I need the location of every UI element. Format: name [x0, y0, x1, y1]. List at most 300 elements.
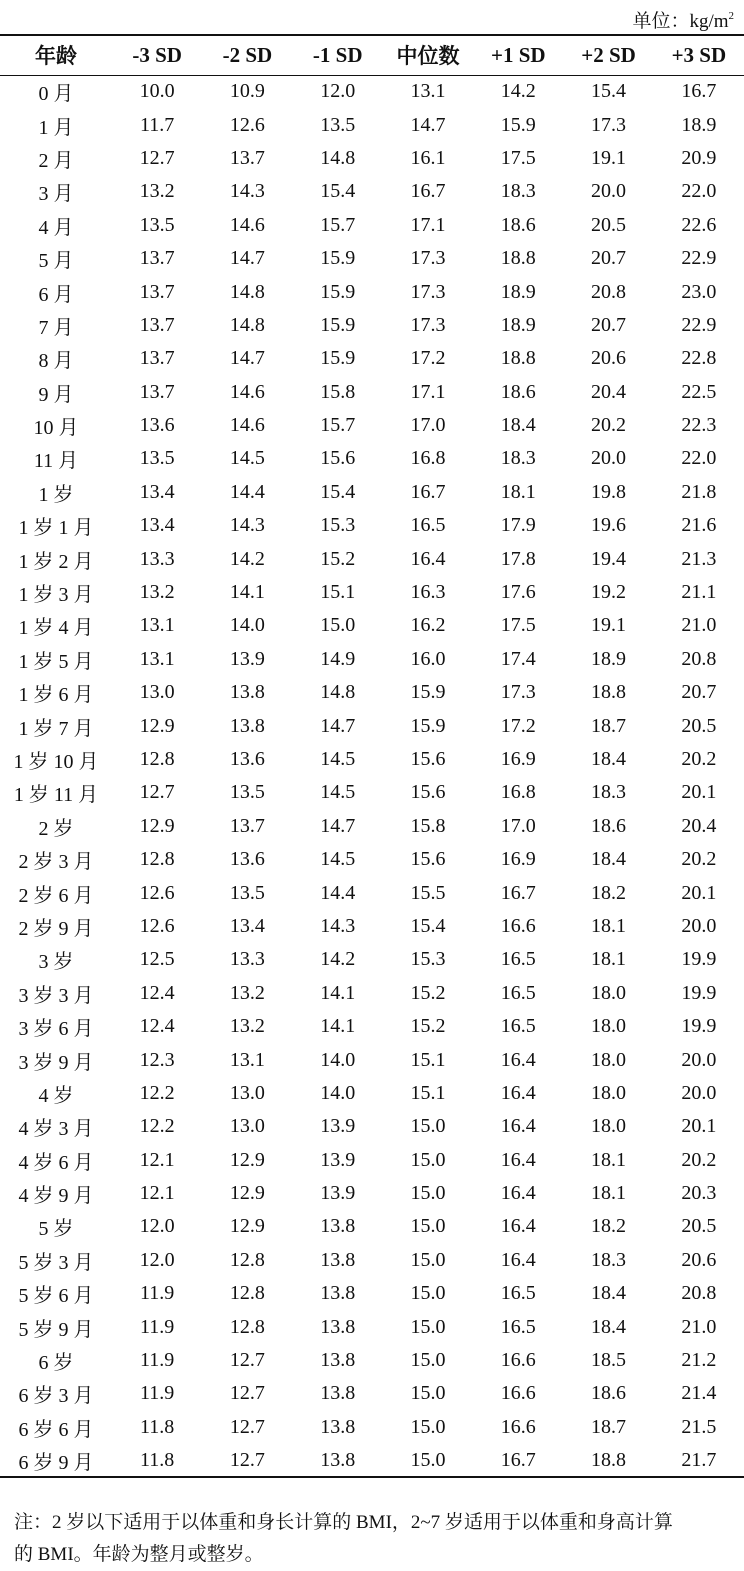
value-cell: 11.9 — [140, 1315, 175, 1338]
table-row — [0, 1344, 744, 1377]
value-cell: 15.0 — [410, 1115, 446, 1138]
value-cell: 13.8 — [320, 1215, 356, 1238]
value-cell: 14.6 — [229, 380, 265, 403]
value-cell: 18.6 — [591, 1382, 627, 1405]
value-cell: 11.9 — [140, 1282, 175, 1305]
value-cell: 20.4 — [591, 380, 627, 403]
value-cell: 17.2 — [500, 714, 536, 737]
value-cell: 20.4 — [681, 814, 717, 837]
value-cell: 12.0 — [320, 80, 356, 103]
value-cell: 16.4 — [500, 1148, 536, 1171]
value-cell: 16.5 — [500, 948, 536, 971]
value-cell: 17.0 — [500, 814, 536, 837]
table-row — [0, 943, 744, 976]
value-cell: 15.6 — [410, 848, 446, 871]
value-cell: 13.4 — [229, 914, 265, 937]
value-cell: 13.7 — [139, 313, 175, 336]
value-cell: 14.5 — [320, 848, 356, 871]
age-cell: 6 岁 3 月 — [18, 1385, 94, 1408]
table-row — [0, 1244, 744, 1277]
value-cell: 13.7 — [139, 247, 175, 270]
value-cell: 20.0 — [681, 1048, 717, 1071]
value-cell: 20.0 — [681, 914, 717, 937]
column-header: -3 SD — [112, 35, 202, 75]
table-row — [0, 776, 744, 809]
value-cell: 18.4 — [591, 1282, 627, 1305]
value-cell: 20.3 — [681, 1182, 717, 1205]
table-row — [0, 75, 744, 108]
value-cell: 16.8 — [500, 781, 536, 804]
value-cell: 13.0 — [139, 681, 175, 704]
age-cell: 9 月 — [38, 383, 74, 406]
value-cell: 12.4 — [139, 981, 175, 1004]
age-cell: 6 岁 6 月 — [18, 1418, 94, 1441]
value-cell: 20.8 — [681, 647, 717, 670]
value-cell: 12.9 — [229, 1148, 265, 1171]
value-cell: 10.9 — [229, 80, 265, 103]
value-cell: 13.2 — [229, 981, 265, 1004]
value-cell: 16.9 — [500, 848, 536, 871]
value-cell: 15.7 — [320, 213, 356, 236]
table-row — [0, 876, 744, 909]
value-cell: 17.1 — [410, 213, 446, 236]
value-cell: 20.5 — [681, 714, 717, 737]
age-cell: 4 岁 6 月 — [18, 1151, 94, 1174]
value-cell: 13.9 — [320, 1148, 356, 1171]
value-cell: 20.7 — [591, 313, 627, 336]
table-row — [0, 309, 744, 342]
value-cell: 12.8 — [229, 1315, 265, 1338]
value-cell: 14.3 — [229, 180, 265, 203]
table-row — [0, 409, 744, 442]
value-cell: 18.1 — [500, 480, 536, 503]
table-row — [0, 1310, 744, 1343]
age-cell: 1 月 — [38, 116, 74, 139]
value-cell: 13.8 — [320, 1382, 356, 1405]
table-row — [0, 643, 744, 676]
value-cell: 12.2 — [139, 1115, 175, 1138]
age-cell: 1 岁 7 月 — [18, 717, 94, 740]
value-cell: 17.8 — [500, 547, 536, 570]
value-cell: 20.5 — [591, 213, 627, 236]
value-cell: 18.9 — [681, 113, 717, 136]
age-cell: 1 岁 5 月 — [18, 650, 94, 673]
column-header: +2 SD — [563, 35, 653, 75]
age-cell: 4 月 — [38, 216, 74, 239]
column-header: 中位数 — [383, 35, 473, 75]
value-cell: 13.9 — [229, 647, 265, 670]
value-cell: 17.0 — [410, 414, 446, 437]
value-cell: 13.5 — [320, 113, 356, 136]
value-cell: 15.3 — [320, 514, 356, 537]
value-cell: 14.5 — [320, 781, 356, 804]
value-cell: 14.0 — [229, 614, 265, 637]
value-cell: 17.5 — [500, 146, 536, 169]
value-cell: 15.9 — [410, 681, 446, 704]
age-cell: 1 岁 10 月 — [13, 751, 99, 773]
value-cell: 16.5 — [410, 514, 446, 537]
age-cell: 1 岁 4 月 — [18, 617, 94, 640]
value-cell: 14.8 — [320, 146, 356, 169]
value-cell: 15.4 — [320, 180, 356, 203]
value-cell: 15.5 — [410, 881, 446, 904]
bmi-reference-table — [0, 34, 744, 1478]
value-cell: 18.3 — [500, 180, 536, 203]
value-cell: 18.9 — [591, 647, 627, 670]
value-cell: 14.7 — [320, 814, 356, 837]
value-cell: 19.9 — [681, 981, 717, 1004]
table-row — [0, 1210, 744, 1243]
value-cell: 20.7 — [681, 681, 717, 704]
table-row — [0, 376, 744, 409]
value-cell: 15.2 — [410, 981, 446, 1004]
value-cell: 14.8 — [229, 280, 265, 303]
value-cell: 12.0 — [139, 1248, 175, 1271]
table-row — [0, 709, 744, 742]
value-cell: 15.9 — [320, 313, 356, 336]
table-row — [0, 977, 744, 1010]
value-cell: 12.8 — [139, 748, 175, 770]
value-cell: 13.2 — [229, 1015, 265, 1038]
value-cell: 13.8 — [229, 681, 265, 704]
value-cell: 13.7 — [139, 380, 175, 403]
value-cell: 18.4 — [591, 748, 627, 770]
value-cell: 20.0 — [591, 447, 627, 470]
age-cell: 2 岁 9 月 — [18, 917, 94, 940]
unit-superscript: 2 — [728, 10, 734, 22]
age-cell: 2 岁 — [38, 817, 74, 840]
value-cell: 18.4 — [591, 848, 627, 871]
age-cell: 1 岁 — [38, 483, 74, 506]
table-row — [0, 175, 744, 208]
value-cell: 13.6 — [229, 848, 265, 871]
value-cell: 21.8 — [681, 480, 717, 503]
age-cell: 11 月 — [33, 450, 79, 473]
value-cell: 16.7 — [500, 881, 536, 904]
table-row — [0, 275, 744, 308]
value-cell: 15.6 — [410, 781, 446, 804]
value-cell: 13.5 — [229, 881, 265, 904]
value-cell: 15.0 — [410, 1248, 446, 1271]
value-cell: 12.9 — [139, 714, 175, 737]
value-cell: 14.6 — [229, 213, 265, 236]
value-cell: 16.5 — [500, 1015, 536, 1038]
column-header: -2 SD — [202, 35, 292, 75]
value-cell: 18.0 — [591, 1015, 627, 1038]
value-cell: 12.3 — [139, 1048, 175, 1071]
value-cell: 15.9 — [500, 113, 536, 136]
value-cell: 20.2 — [681, 748, 717, 770]
value-cell: 14.5 — [229, 447, 265, 470]
value-cell: 11.7 — [140, 113, 175, 136]
column-header: +1 SD — [473, 35, 563, 75]
value-cell: 21.1 — [681, 581, 717, 604]
value-cell: 18.1 — [591, 1148, 627, 1171]
value-cell: 11.9 — [140, 1349, 175, 1372]
footnote-line: 注：2 岁以下适用于以体重和身长计算的 BMI，2~7 岁适用于以体重和身高计算 — [14, 1512, 673, 1533]
value-cell: 15.2 — [320, 547, 356, 570]
value-cell: 18.9 — [500, 313, 536, 336]
value-cell: 12.7 — [139, 146, 175, 169]
value-cell: 14.1 — [229, 581, 265, 604]
value-cell: 18.6 — [591, 814, 627, 837]
age-cell: 6 岁 9 月 — [0, 1444, 112, 1477]
table-row — [0, 476, 744, 509]
value-cell: 14.2 — [320, 948, 356, 971]
value-cell: 18.0 — [591, 981, 627, 1004]
age-cell: 10 月 — [33, 417, 79, 440]
value-cell: 15.4 — [591, 80, 627, 103]
value-cell: 15.0 — [410, 1349, 446, 1372]
value-cell: 18.1 — [591, 914, 627, 937]
value-cell: 13.8 — [293, 1444, 383, 1477]
table-footnote — [14, 1507, 734, 1571]
value-cell: 18.9 — [500, 280, 536, 303]
value-cell: 16.4 — [500, 1115, 536, 1138]
value-cell: 13.1 — [410, 80, 446, 103]
table-row — [0, 1077, 744, 1110]
value-cell: 20.8 — [591, 280, 627, 303]
value-cell: 13.4 — [139, 480, 175, 503]
value-cell: 15.7 — [320, 414, 356, 437]
value-cell: 18.4 — [500, 414, 536, 437]
value-cell: 12.8 — [229, 1282, 265, 1305]
value-cell: 18.3 — [591, 781, 627, 804]
value-cell: 16.4 — [500, 1081, 536, 1104]
value-cell: 19.1 — [591, 146, 627, 169]
value-cell: 15.8 — [410, 814, 446, 837]
value-cell: 15.3 — [410, 948, 446, 971]
value-cell: 18.2 — [591, 881, 627, 904]
value-cell: 18.5 — [591, 1349, 627, 1372]
value-cell: 16.6 — [500, 1382, 536, 1405]
value-cell: 18.0 — [591, 1048, 627, 1071]
value-cell: 12.1 — [139, 1148, 175, 1171]
value-cell: 13.8 — [320, 1349, 356, 1372]
value-cell: 19.6 — [591, 514, 627, 537]
footnote-line: 的 BMI。年龄为整月或整岁。 — [14, 1544, 264, 1565]
value-cell: 20.7 — [591, 247, 627, 270]
value-cell: 17.3 — [410, 247, 446, 270]
age-cell: 1 岁 3 月 — [18, 584, 94, 607]
value-cell: 12.7 — [229, 1415, 265, 1438]
table-body — [0, 75, 744, 1477]
age-cell: 3 岁 — [38, 951, 74, 974]
value-cell: 16.4 — [500, 1048, 536, 1071]
value-cell: 17.3 — [410, 280, 446, 303]
value-cell: 12.9 — [229, 1182, 265, 1205]
value-cell: 15.1 — [410, 1048, 446, 1071]
value-cell: 22.3 — [681, 414, 717, 437]
value-cell: 16.7 — [410, 180, 446, 203]
value-cell: 20.5 — [681, 1215, 717, 1238]
value-cell: 20.2 — [591, 414, 627, 437]
value-cell: 16.4 — [500, 1182, 536, 1205]
value-cell: 13.9 — [320, 1115, 356, 1138]
value-cell: 17.4 — [500, 647, 536, 670]
value-cell: 15.1 — [320, 581, 356, 604]
unit-label — [632, 6, 734, 33]
value-cell: 22.9 — [681, 247, 717, 270]
table-row — [0, 142, 744, 175]
value-cell: 16.5 — [500, 1282, 536, 1305]
value-cell: 12.6 — [139, 881, 175, 904]
value-cell: 16.4 — [500, 1248, 536, 1271]
value-cell: 16.4 — [410, 547, 446, 570]
value-cell: 13.8 — [229, 714, 265, 737]
age-cell: 8 月 — [38, 350, 74, 373]
value-cell: 12.7 — [202, 1444, 292, 1477]
table-row — [0, 442, 744, 475]
table-row — [0, 743, 744, 776]
value-cell: 13.6 — [229, 748, 265, 770]
value-cell: 13.8 — [320, 1248, 356, 1271]
age-cell: 3 岁 3 月 — [18, 984, 94, 1007]
value-cell: 12.9 — [139, 814, 175, 837]
value-cell: 13.8 — [320, 1282, 356, 1305]
value-cell: 14.2 — [229, 547, 265, 570]
table-header — [0, 35, 744, 75]
table-row — [0, 1177, 744, 1210]
value-cell: 14.8 — [229, 313, 265, 336]
value-cell: 21.7 — [654, 1444, 744, 1477]
value-cell: 13.6 — [139, 414, 175, 437]
value-cell: 18.2 — [591, 1215, 627, 1238]
table-row — [0, 843, 744, 876]
column-header: -1 SD — [293, 35, 383, 75]
age-cell: 6 月 — [38, 283, 74, 306]
age-cell: 2 岁 3 月 — [18, 851, 94, 874]
age-cell: 5 月 — [38, 250, 74, 273]
table-row — [0, 509, 744, 542]
value-cell: 16.1 — [410, 146, 446, 169]
value-cell: 16.6 — [500, 1415, 536, 1438]
value-cell: 14.0 — [320, 1081, 356, 1104]
value-cell: 15.0 — [410, 1315, 446, 1338]
value-cell: 18.1 — [591, 1182, 627, 1205]
value-cell: 18.4 — [591, 1315, 627, 1338]
value-cell: 12.6 — [139, 914, 175, 937]
value-cell: 20.2 — [681, 1148, 717, 1171]
value-cell: 15.0 — [410, 1282, 446, 1305]
value-cell: 17.3 — [591, 113, 627, 136]
table-row — [0, 576, 744, 609]
value-cell: 13.2 — [139, 180, 175, 203]
value-cell: 14.4 — [229, 480, 265, 503]
value-cell: 22.5 — [681, 380, 717, 403]
value-cell: 14.1 — [320, 1015, 356, 1038]
value-cell: 13.1 — [229, 1048, 265, 1071]
value-cell: 15.6 — [320, 447, 356, 470]
table-row — [0, 1110, 744, 1143]
value-cell: 12.7 — [229, 1349, 265, 1372]
value-cell: 16.5 — [500, 981, 536, 1004]
value-cell: 14.7 — [320, 714, 356, 737]
value-cell: 11.8 — [140, 1415, 175, 1438]
age-cell: 1 岁 11 月 — [13, 784, 99, 807]
value-cell: 15.6 — [410, 748, 446, 770]
table-row — [0, 1043, 744, 1076]
value-cell: 14.3 — [229, 514, 265, 537]
value-cell: 15.9 — [410, 714, 446, 737]
age-cell: 6 岁 — [38, 1352, 74, 1375]
value-cell: 13.1 — [139, 647, 175, 670]
value-cell: 11.9 — [140, 1382, 175, 1405]
value-cell: 13.5 — [229, 781, 265, 804]
age-cell: 4 岁 3 月 — [18, 1118, 94, 1141]
age-cell: 4 岁 9 月 — [18, 1185, 94, 1208]
value-cell: 16.9 — [500, 748, 536, 770]
value-cell: 18.1 — [591, 948, 627, 971]
value-cell: 20.6 — [591, 347, 627, 370]
value-cell: 20.1 — [681, 881, 717, 904]
value-cell: 16.2 — [410, 614, 446, 637]
value-cell: 13.3 — [139, 547, 175, 570]
value-cell: 15.2 — [410, 1015, 446, 1038]
value-cell: 23.0 — [681, 280, 717, 303]
value-cell: 12.1 — [139, 1182, 175, 1205]
value-cell: 17.5 — [500, 614, 536, 637]
value-cell: 16.8 — [410, 447, 446, 470]
value-cell: 12.7 — [139, 781, 175, 804]
age-cell: 0 月 — [38, 83, 74, 106]
value-cell: 12.7 — [229, 1382, 265, 1405]
value-cell: 13.4 — [139, 514, 175, 537]
age-cell: 1 岁 2 月 — [18, 550, 94, 573]
value-cell: 21.0 — [681, 614, 717, 637]
value-cell: 17.1 — [410, 380, 446, 403]
value-cell: 13.5 — [139, 447, 175, 470]
value-cell: 15.4 — [410, 914, 446, 937]
table-row — [0, 676, 744, 709]
value-cell: 14.5 — [320, 748, 356, 770]
value-cell: 18.8 — [591, 681, 627, 704]
value-cell: 16.5 — [500, 1315, 536, 1338]
value-cell: 16.6 — [500, 914, 536, 937]
value-cell: 21.5 — [681, 1415, 717, 1438]
value-cell: 13.5 — [139, 213, 175, 236]
age-cell: 5 岁 6 月 — [18, 1285, 94, 1308]
unit-text: 单位：kg/m — [632, 11, 729, 32]
value-cell: 12.8 — [139, 848, 175, 871]
value-cell: 16.7 — [410, 480, 446, 503]
value-cell: 18.7 — [591, 1415, 627, 1438]
value-cell: 17.2 — [410, 347, 446, 370]
table-row — [0, 1277, 744, 1310]
value-cell: 15.0 — [410, 1382, 446, 1405]
value-cell: 19.2 — [591, 581, 627, 604]
value-cell: 20.0 — [681, 1081, 717, 1104]
value-cell: 15.0 — [410, 1148, 446, 1171]
value-cell: 22.6 — [681, 213, 717, 236]
value-cell: 13.7 — [139, 280, 175, 303]
value-cell: 17.9 — [500, 514, 536, 537]
value-cell: 19.8 — [591, 480, 627, 503]
value-cell: 22.0 — [681, 180, 717, 203]
value-cell: 18.8 — [563, 1444, 653, 1477]
value-cell: 16.4 — [500, 1215, 536, 1238]
value-cell: 12.2 — [139, 1081, 175, 1104]
value-cell: 14.2 — [500, 80, 536, 103]
value-cell: 14.7 — [229, 347, 265, 370]
value-cell: 20.1 — [681, 781, 717, 804]
value-cell: 15.4 — [320, 480, 356, 503]
value-cell: 20.8 — [681, 1282, 717, 1305]
table-row — [0, 810, 744, 843]
value-cell: 12.5 — [139, 948, 175, 971]
value-cell: 18.0 — [591, 1081, 627, 1104]
value-cell: 14.7 — [229, 247, 265, 270]
